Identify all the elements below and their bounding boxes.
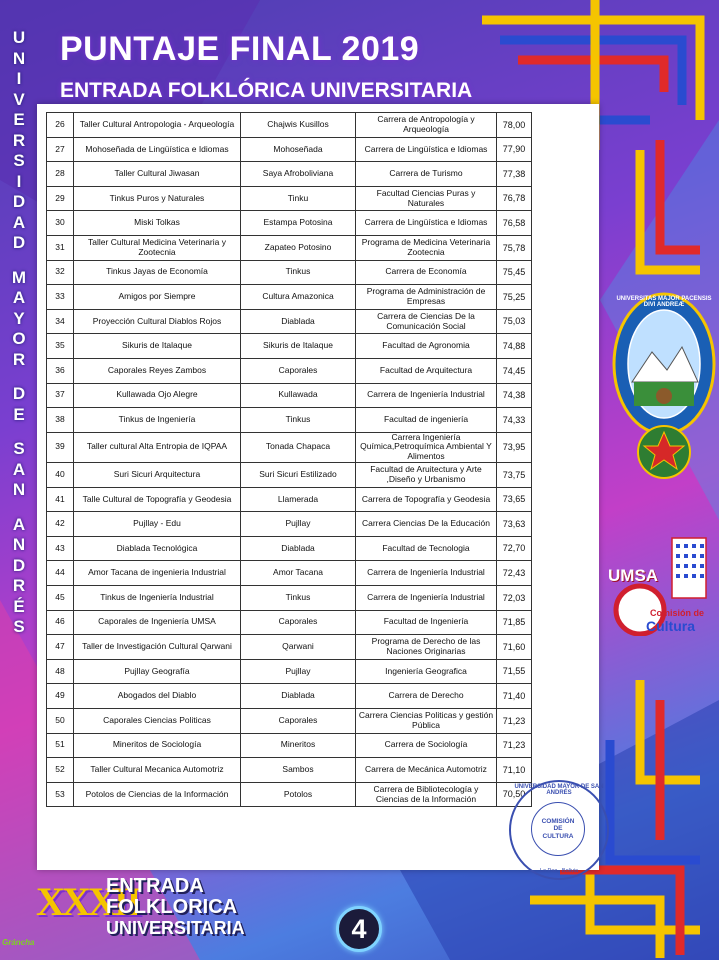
dance-name: Kullawada (241, 383, 356, 408)
score-value: 75,45 (497, 260, 532, 285)
career-name: Carrera de Ingeniería Industrial (356, 383, 497, 408)
row-number: 26 (47, 113, 74, 138)
table-row (47, 162, 532, 187)
dance-name: Sikuris de Italaque (241, 334, 356, 359)
group-name: Proyección Cultural Diablos Rojos (74, 309, 241, 334)
row-number: 35 (47, 334, 74, 359)
row-number: 39 (47, 432, 74, 462)
score-value: 72,43 (497, 561, 532, 586)
career-name: Carrera de Lingüística e Idiomas (356, 137, 497, 162)
table-row (47, 487, 532, 512)
dance-name: Caporales (241, 610, 356, 635)
table-row (47, 309, 532, 334)
group-name: Pujllay - Edu (74, 512, 241, 537)
score-value: 71,23 (497, 708, 532, 733)
score-value: 76,58 (497, 211, 532, 236)
career-name: Ingeniería Geografica (356, 659, 497, 684)
row-number: 46 (47, 610, 74, 635)
stamp-bottom-text: La Paz - Bolivia (539, 868, 579, 874)
row-number: 28 (47, 162, 74, 187)
dance-name: Potolos (241, 782, 356, 807)
career-name: Programa de Medicina Veterinaria Zootecnia (356, 235, 497, 260)
row-number: 31 (47, 235, 74, 260)
group-name: Suri Sicuri Arquitectura (74, 463, 241, 488)
side-letter: S (13, 151, 25, 170)
score-table (46, 112, 532, 807)
score-value: 75,25 (497, 285, 532, 310)
side-letter: I (16, 171, 22, 191)
dance-name: Llamerada (241, 487, 356, 512)
score-value: 72,70 (497, 536, 532, 561)
table-row (47, 432, 532, 462)
dance-name: Cultura Amazonica (241, 285, 356, 310)
row-number: 53 (47, 782, 74, 807)
mini-logo: Gráncha (2, 938, 35, 947)
group-name: Taller cultural Alta Entropia de IQPAA (74, 432, 241, 462)
score-value: 74,88 (497, 334, 532, 359)
dance-name: Suri Sicuri Estilizado (241, 463, 356, 488)
side-letter: O (12, 329, 26, 348)
table-row (47, 408, 532, 433)
side-letter: S (13, 439, 25, 458)
career-name: Facultad de Ingeniería (356, 610, 497, 635)
row-number: 52 (47, 758, 74, 783)
dance-name: Mohoseñada (241, 137, 356, 162)
side-letter: E (13, 110, 25, 129)
group-name: Abogados del Diablo (74, 684, 241, 709)
career-name: Carrera Ingeniería Química,Petroquímica Ambiental Y Alimentos (356, 432, 497, 462)
career-name: Facultad de ingeniería (356, 408, 497, 433)
career-name: Carrera de Derecho (356, 684, 497, 709)
table-row (47, 260, 532, 285)
row-number: 47 (47, 635, 74, 660)
table-row (47, 137, 532, 162)
group-name: Mohoseñada de Lingüística e Idiomas (74, 137, 241, 162)
side-letter: A (12, 288, 26, 307)
dance-name: Zapateo Potosino (241, 235, 356, 260)
table-row (47, 561, 532, 586)
career-name: Carrera de Mecánica Automotriz (356, 758, 497, 783)
dance-name: Saya Afroboliviana (241, 162, 356, 187)
comision-cultura-stamp (509, 780, 609, 880)
group-name: Taller Cultural Medicina Veterinaria y Zootecnia (74, 235, 241, 260)
side-letter: S (13, 617, 25, 636)
dance-name: Tonada Chapaca (241, 432, 356, 462)
group-name: Caporales Reyes Zambos (74, 358, 241, 383)
group-name: Miski Tolkas (74, 211, 241, 236)
group-name: Amigos por Siempre (74, 285, 241, 310)
group-name: Talle Cultural de Topografía y Geodesia (74, 487, 241, 512)
row-number: 48 (47, 659, 74, 684)
row-number: 43 (47, 536, 74, 561)
footer-line1: ENTRADA (106, 875, 204, 897)
side-letter: I (16, 69, 22, 88)
career-name: Carrera de Lingüística e Idiomas (356, 211, 497, 236)
row-number: 45 (47, 585, 74, 610)
group-name: Mineritos de Sociología (74, 733, 241, 758)
table-row (47, 733, 532, 758)
stamp-line2: DE (553, 825, 563, 833)
side-letter: V (13, 89, 25, 109)
dance-name: Diablada (241, 684, 356, 709)
row-number: 42 (47, 512, 74, 537)
group-name: Taller Cultural Jiwasan (74, 162, 241, 187)
side-letter: Y (13, 308, 25, 328)
side-letter: D (12, 384, 26, 403)
career-name: Carrera Ciencias Politicas y gestión Pública (356, 708, 497, 733)
group-name: Taller Cultural Mecanica Automotriz (74, 758, 241, 783)
dance-name: Tinkus (241, 260, 356, 285)
side-letter: R (12, 576, 26, 595)
side-letter: M (11, 267, 27, 287)
career-name: Carrera de Bibliotecología y Ciencias de la Información (356, 782, 497, 807)
side-letter: D (12, 233, 26, 252)
vertical-university-name (6, 28, 32, 638)
group-name: Pujllay Geografía (74, 659, 241, 684)
group-name: Diablada Tecnológica (74, 536, 241, 561)
score-value: 72,03 (497, 585, 532, 610)
career-name: Carrera Ciencias De la Educación (356, 512, 497, 537)
table-row (47, 536, 532, 561)
score-value: 71,55 (497, 659, 532, 684)
career-name: Carrera de Ingeniería Industrial (356, 585, 497, 610)
group-name: Amor Tacana de ingenieria Industrial (74, 561, 241, 586)
table-row (47, 334, 532, 359)
career-name: Facultad de Agronomia (356, 334, 497, 359)
dance-name: Diablada (241, 309, 356, 334)
group-name: Potolos de Ciencias de la Información (74, 782, 241, 807)
side-letter: A (12, 212, 26, 232)
table-row (47, 358, 532, 383)
score-value: 71,40 (497, 684, 532, 709)
career-name: Carrera de Economía (356, 260, 497, 285)
row-number: 34 (47, 309, 74, 334)
career-name: Facultad de Aruitectura y Arte ,Diseño y Urbanismo (356, 463, 497, 488)
score-value: 73,63 (497, 512, 532, 537)
row-number: 49 (47, 684, 74, 709)
career-name: Carrera de Turismo (356, 162, 497, 187)
side-letter: N (12, 48, 26, 68)
side-letter: N (12, 535, 26, 554)
table-row (47, 585, 532, 610)
table-row (47, 463, 532, 488)
dance-name: Qarwani (241, 635, 356, 660)
page-number: 4 (336, 906, 382, 952)
score-document (37, 104, 604, 874)
score-value: 70,50 (497, 782, 532, 807)
career-name: Carrera de Ingeniería Industrial (356, 561, 497, 586)
career-name: Carrera de Sociología (356, 733, 497, 758)
table-row (47, 285, 532, 310)
score-value: 71,60 (497, 635, 532, 660)
group-name: Caporales de Ingeniería UMSA (74, 610, 241, 635)
side-letter: R (12, 130, 26, 150)
side-letter: D (12, 555, 26, 575)
row-number: 38 (47, 408, 74, 433)
dance-name: Mineritos (241, 733, 356, 758)
page-title: PUNTAJE FINAL 2019 (60, 30, 420, 68)
score-value: 71,10 (497, 758, 532, 783)
row-number: 44 (47, 561, 74, 586)
table-row (47, 659, 532, 684)
comision-text: Comisión de (650, 608, 705, 618)
stamp-line1: COMISIÓN (541, 818, 575, 826)
career-name: Programa de Administración de Empresas (356, 285, 497, 310)
row-number: 29 (47, 186, 74, 211)
dance-name: Amor Tacana (241, 561, 356, 586)
dance-name: Estampa Potosina (241, 211, 356, 236)
row-number: 36 (47, 358, 74, 383)
dance-name: Tinku (241, 186, 356, 211)
side-letter: É (13, 596, 25, 616)
dance-name: Caporales (241, 708, 356, 733)
cultura-text: Cultura (646, 618, 695, 634)
career-name: Facultad Ciencias Puras y Naturales (356, 186, 497, 211)
score-value: 75,03 (497, 309, 532, 334)
score-value: 76,78 (497, 186, 532, 211)
row-number: 41 (47, 487, 74, 512)
career-name: Programa de Derecho de las Naciones Originarias (356, 635, 497, 660)
footer-line2: FOLKLORICA (106, 896, 238, 918)
side-letter: N (12, 480, 26, 499)
group-name: Tinkus Puros y Naturales (74, 186, 241, 211)
stamp-ring-text: UNIVERSIDAD MAYOR DE SAN ANDRÉS (514, 784, 604, 796)
score-value: 73,95 (497, 432, 532, 462)
career-name: Carrera de Ciencias De la Comunicación Social (356, 309, 497, 334)
page-subtitle: ENTRADA FOLKLÓRICA UNIVERSITARIA (60, 79, 473, 102)
table-row (47, 383, 532, 408)
score-value: 73,65 (497, 487, 532, 512)
university-seal (612, 292, 716, 486)
group-name: Sikuris de Italaque (74, 334, 241, 359)
career-name: Facultad de Arquitectura (356, 358, 497, 383)
row-number: 40 (47, 463, 74, 488)
score-value: 74,38 (497, 383, 532, 408)
group-name: Kullawada Ojo Alegre (74, 383, 241, 408)
side-letter: U (12, 28, 26, 47)
dance-name: Pujllay (241, 512, 356, 537)
career-name: Facultad de Tecnologia (356, 536, 497, 561)
table-row (47, 512, 532, 537)
dance-name: Tinkus (241, 585, 356, 610)
umsa-text: UMSA (608, 566, 659, 585)
table-row (47, 186, 532, 211)
group-name: Taller de Investigación Cultural Qarwani (74, 635, 241, 660)
seal-text: UNIVERSITAS MAJOR PACENSIS DIVI ANDREÆ (616, 296, 712, 308)
dance-name: Tinkus (241, 408, 356, 433)
table-row (47, 758, 532, 783)
dance-name: Diablada (241, 536, 356, 561)
umsa-cultura-logo (606, 536, 714, 636)
dance-name: Caporales (241, 358, 356, 383)
table-row (47, 610, 532, 635)
group-name: Caporales Ciencias Politicas (74, 708, 241, 733)
footer-line3: UNIVERSITARIA (106, 918, 245, 938)
score-value: 74,45 (497, 358, 532, 383)
dance-name: Sambos (241, 758, 356, 783)
career-name: Carrera de Topografía y Geodesia (356, 487, 497, 512)
row-number: 30 (47, 211, 74, 236)
stamp-center (531, 802, 585, 856)
side-letter: R (12, 349, 26, 369)
table-row (47, 211, 532, 236)
group-name: Taller Cultural Antropologia - Arqueología (74, 113, 241, 138)
table-row (47, 235, 532, 260)
score-value: 71,85 (497, 610, 532, 635)
table-row (47, 635, 532, 660)
score-value: 78,00 (497, 113, 532, 138)
group-name: Tinkus de Ingeniería (74, 408, 241, 433)
group-name: Tinkus de Ingeniería Industrial (74, 585, 241, 610)
row-number: 37 (47, 383, 74, 408)
side-letter: D (12, 192, 26, 211)
career-name: Carrera de Antropología y Arqueología (356, 113, 497, 138)
side-letter: A (12, 514, 26, 534)
row-number: 27 (47, 137, 74, 162)
score-value: 77,90 (497, 137, 532, 162)
table-row (47, 684, 532, 709)
dance-name: Chajwis Kusillos (241, 113, 356, 138)
row-number: 32 (47, 260, 74, 285)
row-number: 50 (47, 708, 74, 733)
side-letter: A (12, 459, 26, 479)
dance-name: Pujllay (241, 659, 356, 684)
stamp-line3: CULTURA (542, 832, 574, 840)
score-value: 73,75 (497, 463, 532, 488)
score-value: 77,38 (497, 162, 532, 187)
table-row (47, 113, 532, 138)
row-number: 33 (47, 285, 74, 310)
score-value: 74,33 (497, 408, 532, 433)
table-row (47, 708, 532, 733)
roman-numeral: XXXII (36, 879, 139, 924)
side-letter: E (13, 404, 25, 424)
row-number: 51 (47, 733, 74, 758)
score-value: 75,78 (497, 235, 532, 260)
score-value: 71,23 (497, 733, 532, 758)
group-name: Tinkus Jayas de Economía (74, 260, 241, 285)
table-row (47, 782, 532, 807)
